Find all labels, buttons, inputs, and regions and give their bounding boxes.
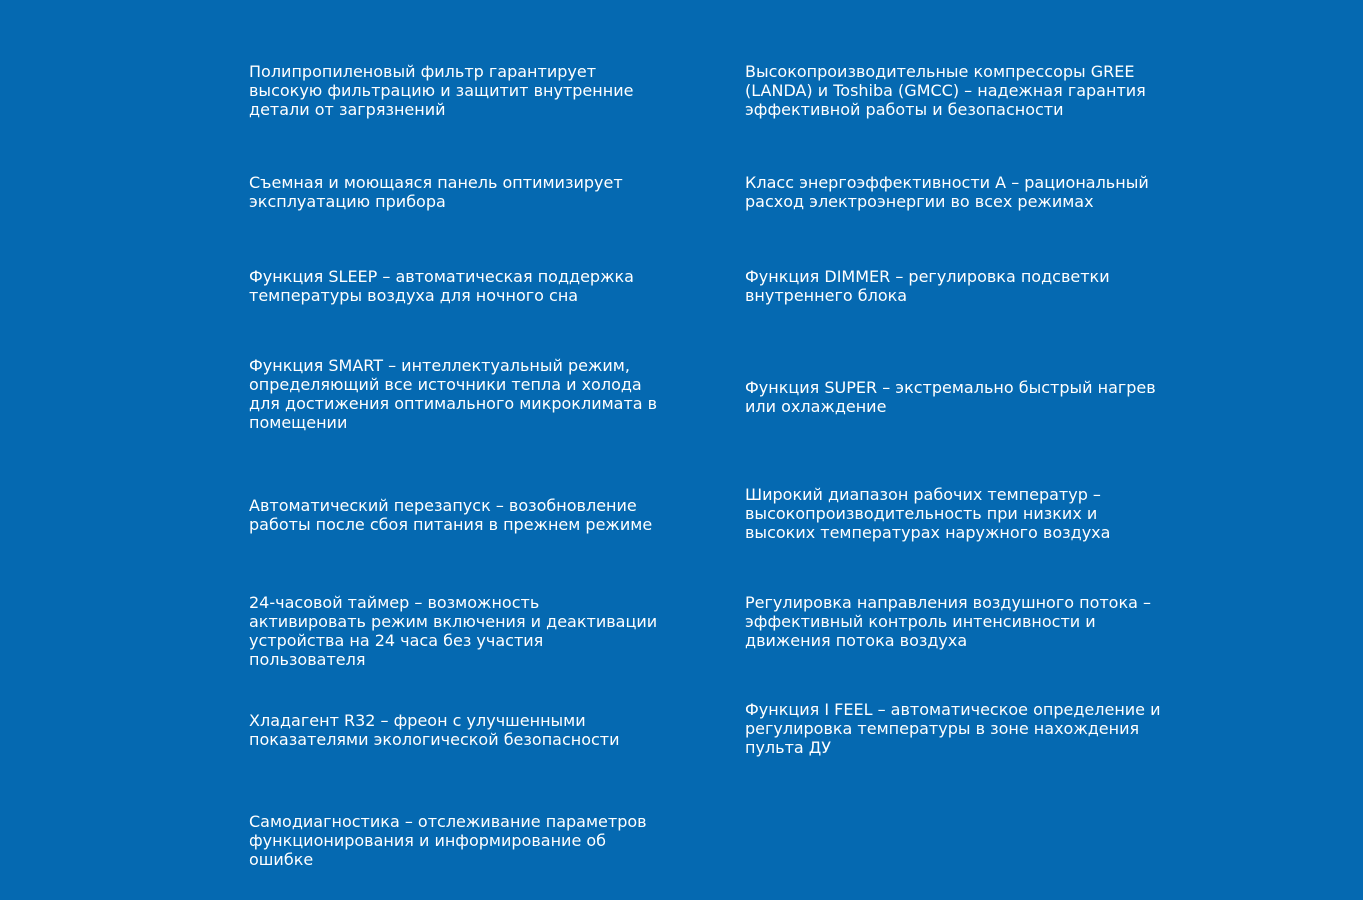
feature-text: Самодиагностика – отслеживание параметров функционирования и информирование об ошибке xyxy=(249,812,647,869)
feature-text: Функция I FEEL – автоматическое определение и регулировка температуры в зоне нахождения пульта ДУ xyxy=(745,700,1161,757)
feature-text: Автоматический перезапуск – возобновление работы после сбоя питания в прежнем режиме xyxy=(249,496,653,534)
feature-text: Функция SLEEP – автоматическая поддержка температуры воздуха для ночного сна xyxy=(249,267,634,305)
feature-text: Функция SMART – интеллектуальный режим, определяющий все источники тепла и холода для достижения оптимального микроклимата в помещении xyxy=(249,356,658,432)
feature-text: Широкий диапазон рабочих температур – высокопроизводительность при низких и высоких температурах наружного воздуха xyxy=(745,485,1111,542)
feature-text: Функция DIMMER – регулировка подсветки внутреннего блока xyxy=(745,267,1110,305)
feature-text: Съемная и моющаяся панель оптимизирует эксплуатацию прибора xyxy=(249,173,623,211)
feature-text: Высокопроизводительные компрессоры GREE (LANDA) и Toshiba (GMCC) – надежная гарантия эффективной работы и безопасности xyxy=(745,62,1146,119)
feature-text: 24-часовой таймер – возможность активировать режим включения и деактивации устройства на 24 часа без участия пользователя xyxy=(249,593,658,669)
feature-text: Функция SUPER – экстремально быстрый нагрев или охлаждение xyxy=(745,378,1156,416)
feature-text: Класс энергоэффективности А – рациональный расход электроэнергии во всех режимах xyxy=(745,173,1149,211)
feature-text: Полипропиленовый фильтр гарантирует высокую фильтрацию и защитит внутренние детали от загрязнений xyxy=(249,62,634,119)
feature-text: Хладагент R32 – фреон с улучшенными показателями экологической безопасности xyxy=(249,711,620,749)
feature-text: Регулировка направления воздушного потока – эффективный контроль интенсивности и движения потока воздуха xyxy=(745,593,1152,650)
